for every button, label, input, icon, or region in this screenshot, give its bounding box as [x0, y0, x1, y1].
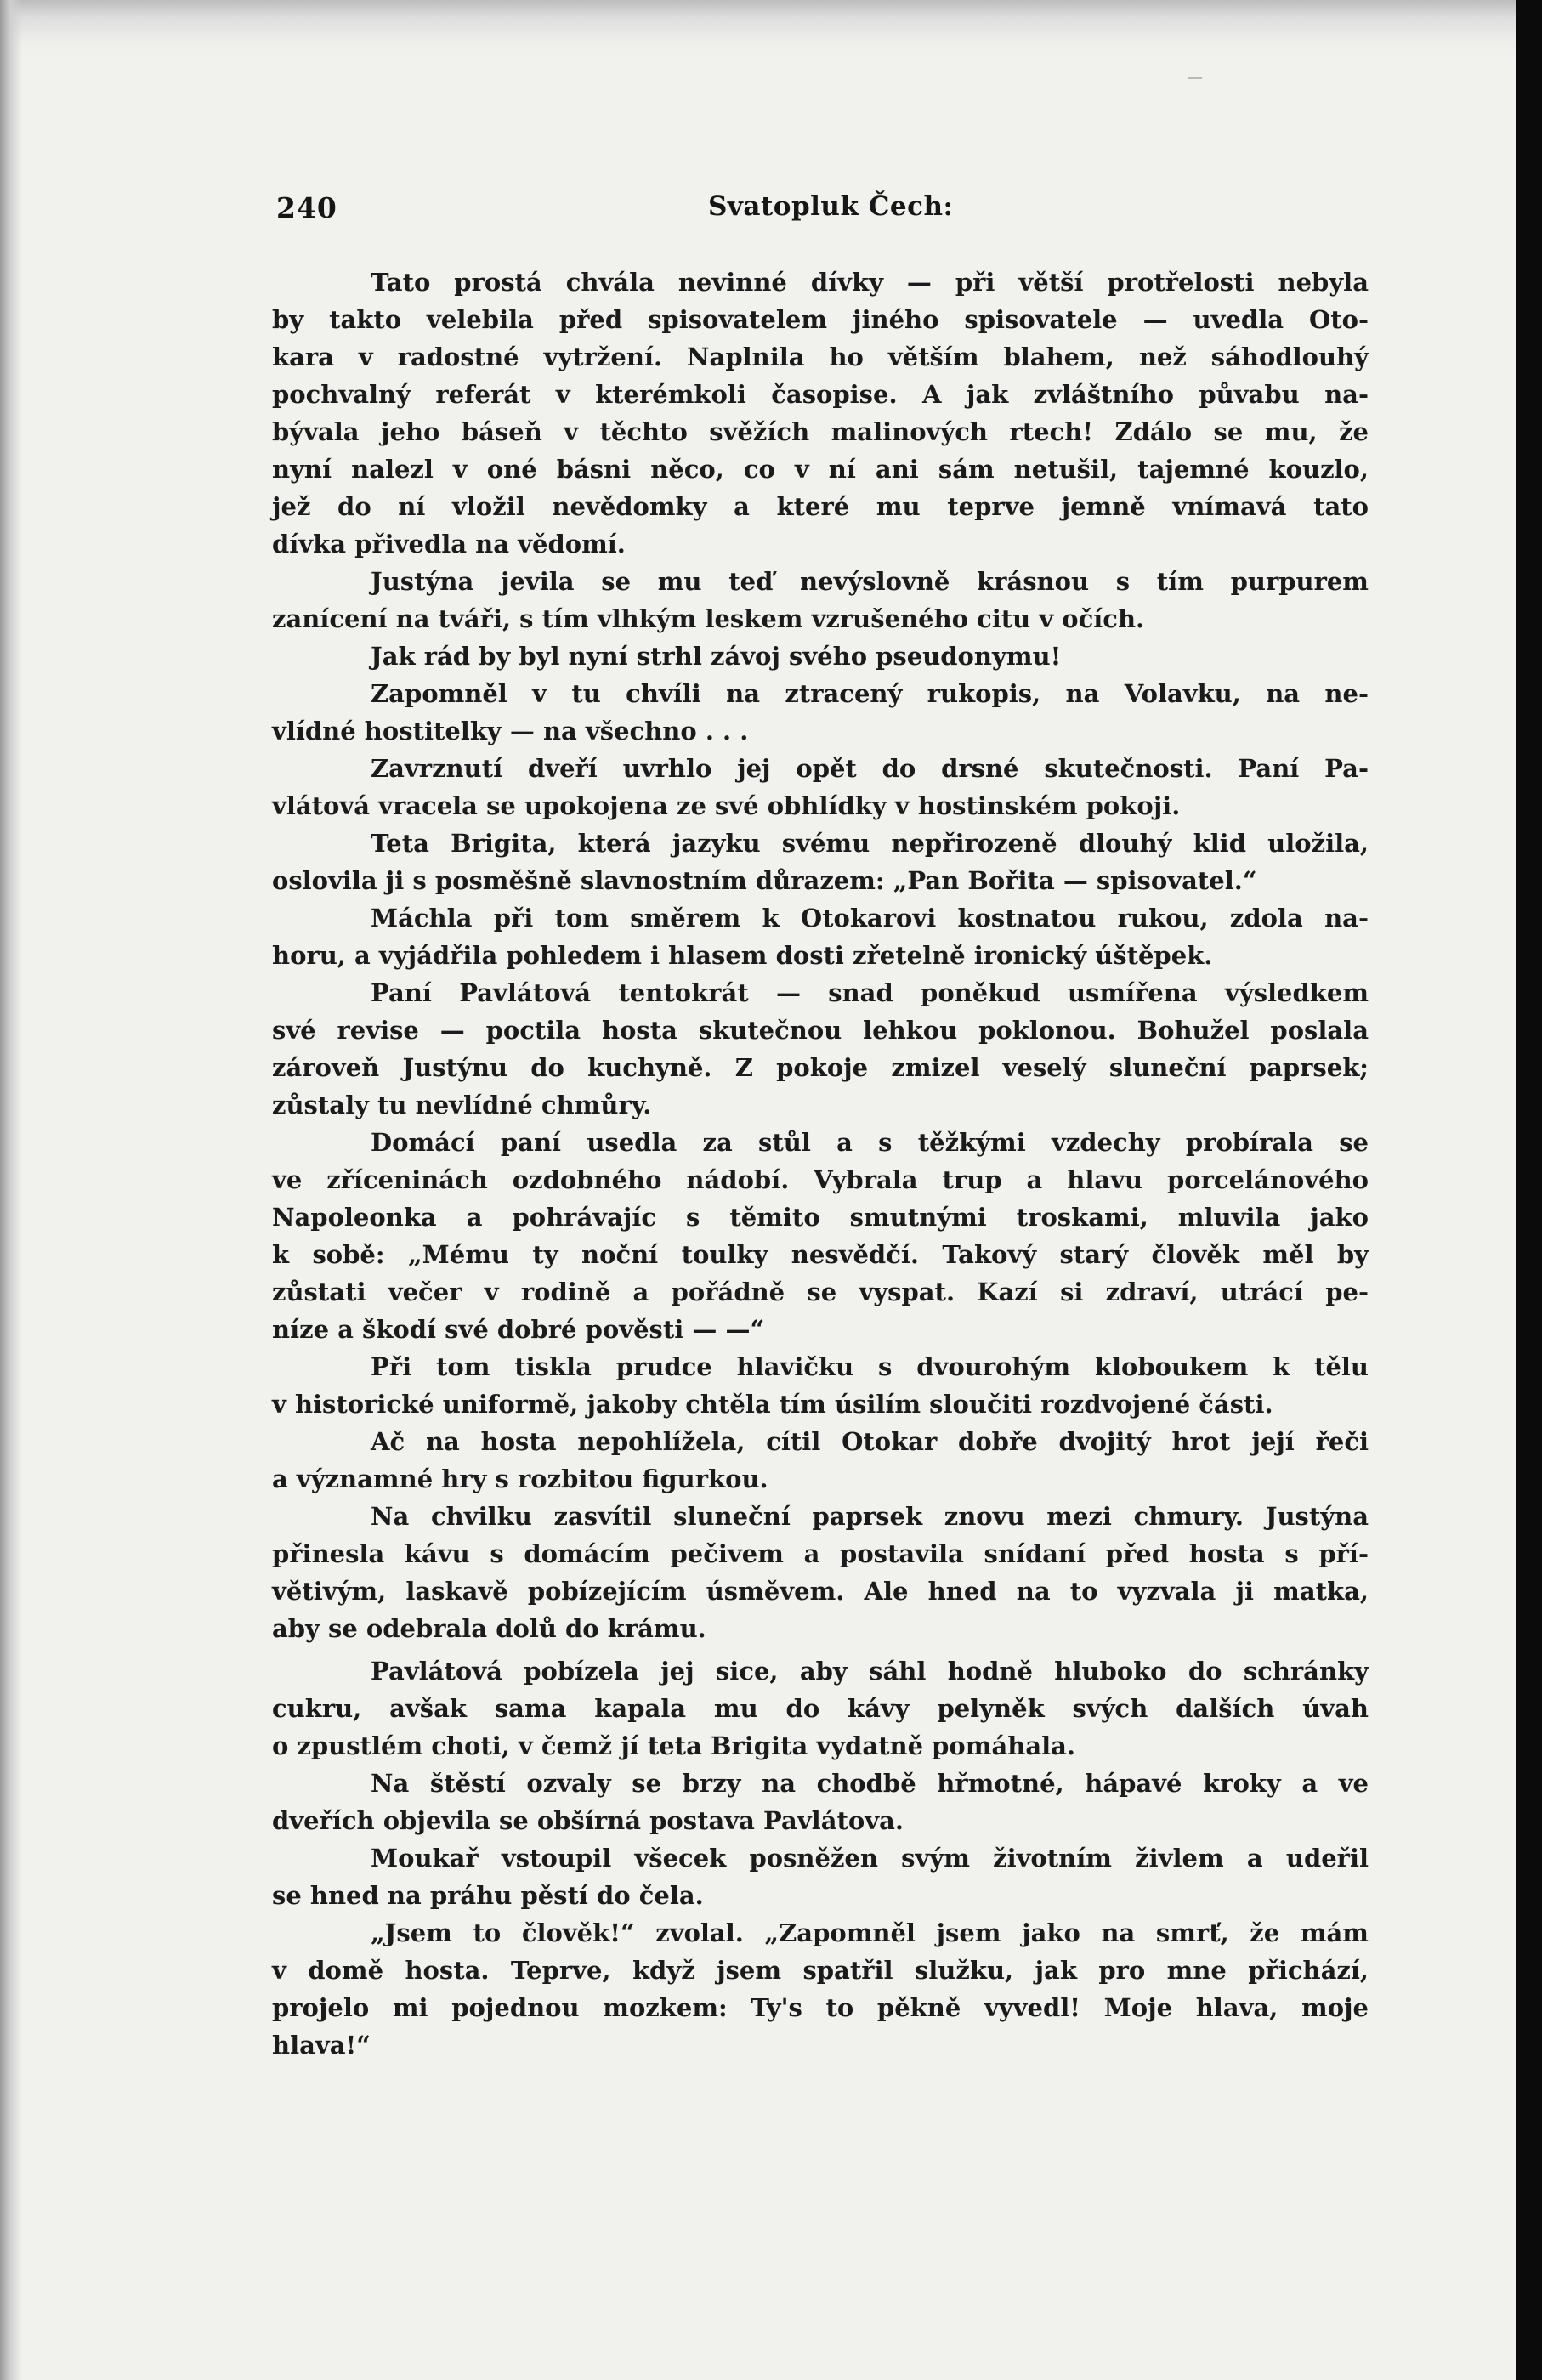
paragraph [272, 1914, 1369, 2064]
paragraph [272, 750, 1369, 824]
text-line: Máchla při tom směrem k Otokarovi kostnatou rukou, zdola na- [371, 904, 1369, 932]
text-line: hlava!“ [272, 2031, 371, 2060]
text-line: vlátová vracela se upokojena ze své obhlídky v hostinském pokoji. [272, 791, 1181, 820]
text-line: zůstaly tu nevlídné chmůry. [272, 1091, 652, 1119]
text-line: bývala jeho báseň v těchto svěžích malinových rtech! Zdálo se mu, že [272, 417, 1369, 446]
paragraph [272, 1765, 1369, 1839]
text-line: nyní nalezl v oné básni něco, co v ní ani sám netušil, tajemné kouzlo, [272, 455, 1369, 484]
page-header [276, 191, 1347, 234]
text-line: Zapomněl v tu chvíli na ztracený rukopis, na Volavku, na ne- [371, 679, 1369, 708]
text-line: o zpustlém choti, v čemž jí teta Brigita vydatně pomáhala. [272, 1731, 1076, 1760]
text-line: přinesla kávu s domácím pečivem a postavila snídaní před hosta s pří- [272, 1539, 1369, 1568]
text-line: horu, a vyjádřila pohledem i hlasem dosti zřetelně ironický úštěpek. [272, 941, 1213, 970]
text-line: Ač na hosta nepohlížela, cítil Otokar dobře dvojitý hrot její řeči [371, 1427, 1369, 1456]
text-line: Při tom tiskla prudce hlavičku s dvourohým kloboukem k tělu [371, 1352, 1369, 1381]
page-number: 240 [276, 191, 337, 224]
text-line: a významné hry s rozbitou figurkou. [272, 1465, 768, 1493]
text-line: aby se odebrala dolů do krámu. [272, 1614, 706, 1643]
text-line: zůstati večer v rodině a pořádně se vyspat. Kazí si zdraví, utrácí pe- [272, 1278, 1369, 1306]
text-line: dveřích objevila se obšírná postava Pavlátova. [272, 1806, 904, 1835]
text-line: pochvalný referát v kterémkoli časopise. A jak zvláštního půvabu na- [272, 380, 1369, 409]
scan-shadow-left [0, 0, 22, 2380]
paragraph [272, 1348, 1369, 1423]
text-line: Moukař vstoupil všecek posněžen svým životním živlem a udeřil [371, 1844, 1369, 1873]
scan-border-right [1516, 0, 1542, 2380]
text-line: vlídné hostitelky — na všechno . . . [272, 717, 749, 745]
text-line: Napoleonka a pohrávajíc s těmito smutnými troskami, mluvila jako [272, 1203, 1369, 1232]
text-line: dívka přivedla na vědomí. [272, 530, 626, 558]
text-line: jež do ní vložil nevědomky a které mu teprve jemně vnímavá tato [272, 492, 1369, 521]
text-line: Domácí paní usedla za stůl a s těžkými vzdechy probírala se [371, 1128, 1369, 1157]
text-line: oslovila ji s posměšně slavnostním důrazem: „Pan Bořita — spisovatel.“ [272, 866, 1257, 895]
text-line: Jak rád by byl nyní strhl závoj svého pseudonymu! [371, 642, 1062, 671]
text-line: se hned na práhu pěstí do čela. [272, 1881, 704, 1910]
text-line: v historické uniformě, jakoby chtěla tím úsilím sloučiti rozdvojené části. [272, 1390, 1273, 1419]
paragraph [272, 899, 1369, 974]
text-line: Tato prostá chvála nevinné dívky — při větší protřelosti nebyla [371, 268, 1369, 297]
text-line: kara v radostné vytržení. Naplnila ho větším blahem, než sáhodlouhý [272, 343, 1369, 371]
text-line: Na chvilku zasvítil sluneční paprsek znovu mezi chmury. Justýna [371, 1502, 1369, 1531]
paragraph [272, 1498, 1369, 1647]
paragraph [272, 675, 1369, 750]
text-line: Justýna jevila se mu teď nevýslovně krásnou s tím purpurem [371, 567, 1369, 596]
text-line: by takto velebila před spisovatelem jiného spisovatele — uvedla Oto- [272, 305, 1369, 334]
text-line: níze a škodí své dobré pověsti — —“ [272, 1315, 765, 1344]
running-head: Svatopluk Čech: [708, 191, 954, 222]
text-line: své revise — poctila hosta skutečnou lehkou poklonou. Bohužel poslala [272, 1016, 1369, 1045]
scan-shadow-top [0, 0, 1516, 60]
paragraph [272, 1423, 1369, 1498]
paragraph [272, 1839, 1369, 1914]
text-line: zároveň Justýnu do kuchyně. Z pokoje zmizel veselý sluneční paprsek; [272, 1053, 1369, 1082]
text-line: Paní Pavlátová tentokrát — snad poněkud usmířena výsledkem [371, 978, 1369, 1007]
text-line: Teta Brigita, která jazyku svému nepřirozeně dlouhý klid uložila, [371, 829, 1369, 858]
paragraph [272, 638, 1369, 675]
paragraph [272, 1652, 1369, 1765]
body-text [272, 264, 1369, 2064]
text-line: Zavrznutí dveří uvrhlo jej opět do drsné skutečnosti. Paní Pa- [371, 754, 1369, 783]
paragraph [272, 974, 1369, 1124]
text-line: cukru, avšak sama kapala mu do kávy pelyněk svých dalších úvah [272, 1694, 1369, 1723]
text-line: v domě hosta. Teprve, když jsem spatřil služku, jak pro mne přichází, [272, 1956, 1369, 1985]
paragraph [272, 1124, 1369, 1348]
text-line: větivým, laskavě pobízejícím úsměvem. Ale hned na to vyzvala ji matka, [272, 1577, 1369, 1606]
text-line: zanícení na tváři, s tím vlhkým leskem vzrušeného citu v očích. [272, 604, 1145, 633]
text-line: Pavlátová pobízela jej sice, aby sáhl hodně hluboko do schránky [371, 1657, 1369, 1686]
text-line: „Jsem to člověk!“ zvolal. „Zapomněl jsem jako na smrť, že mám [371, 1918, 1369, 1947]
paragraph [272, 563, 1369, 638]
paragraph [272, 824, 1369, 899]
text-line: Na štěstí ozvaly se brzy na chodbě hřmotné, hápavé kroky a ve [371, 1769, 1369, 1798]
text-line: ve zříceninách ozdobného nádobí. Vybrala trup a hlavu porcelánového [272, 1165, 1369, 1194]
paragraph [272, 264, 1369, 563]
text-line: projelo mi pojednou mozkem: Ty's to pěkně vyvedl! Moje hlava, moje [272, 1993, 1369, 2022]
text-line: k sobě: „Mému ty noční toulky nesvědčí. Takový starý člověk měl by [272, 1240, 1369, 1269]
scan-mark [1188, 76, 1202, 79]
